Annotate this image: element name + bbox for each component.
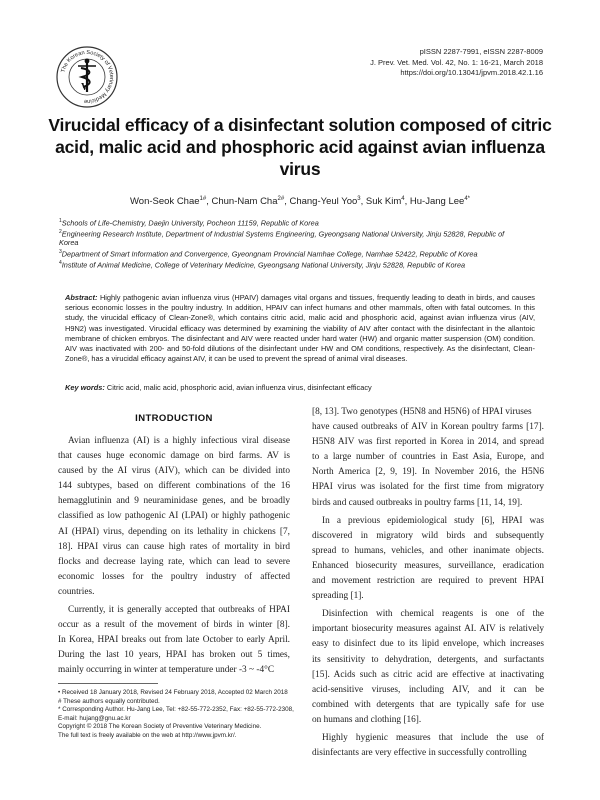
body-text-line: caused by the AI virus (AIV), which can be divided into — [58, 466, 290, 477]
body-text-line: easy to disinfect due to its lipid envelope, which increases — [312, 639, 544, 650]
citation-line: J. Prev. Vet. Med. Vol. 42, No. 1: 16-21, March 2018 — [370, 57, 543, 67]
seal-text: The Korean Society of Veterinary Medicine — [60, 49, 115, 105]
body-text-line: important biosecurity measures against AI. AIV is relatively — [312, 624, 544, 635]
author-superscript: 1# — [199, 196, 207, 202]
body-text-line: spreading [1]. — [312, 591, 364, 602]
footnote-line: The full text is freely available on the web at http://www.jpvm.kr/. — [58, 731, 237, 739]
author-list: Won-Seok Chae$^{1\#}$, Chun-Nam Cha$^{2\#}$, Chang-Yeul Yoo$^3$, Suk Kim$^4$, Hu-Jang Lee$^{4*}$ — [130, 196, 470, 208]
author-name — [130, 196, 206, 207]
affiliation-superscript: 1 — [59, 218, 62, 224]
body-text-line: 144 subtypes, based on different combinations of the 16 — [58, 481, 290, 492]
body-text-line: Currently, it is generally accepted that outbreaks of HPAI — [68, 605, 290, 616]
svg-text:V: V — [81, 82, 89, 93]
body-text-line: have caused outbreaks of AIV in Korean poultry farms [17]. — [312, 422, 544, 433]
body-text-line: North America [2, 9, 19]. In November 2016, the H5N6 — [312, 467, 544, 478]
title-line: acid, malic acid and phosphoric acid against avian influenza — [55, 137, 545, 157]
body-text-line: acid-sensitive viruses, including AIV, and it can be — [312, 684, 544, 695]
footnote-line: • Received 18 January 2018, Revised 24 February 2018, Accepted 02 March 2018 — [58, 689, 288, 696]
footnotes — [58, 689, 298, 741]
author-name — [289, 196, 360, 207]
journal-header — [303, 47, 543, 79]
affiliation-superscript: 2 — [59, 229, 62, 236]
author-superscript: 2# — [277, 196, 285, 202]
affiliation-superscript: 3 — [59, 249, 62, 256]
body-text-line: hemagglutinin and 9 neuraminidase genes, and be broadly — [58, 496, 290, 507]
footnote-line: E-mail: hujang@gnu.ac.kr — [58, 714, 131, 722]
author-superscript: 4 — [401, 196, 405, 202]
author-name — [212, 196, 285, 207]
body-text-line: Avian influenza (AI) is a highly infectious viral disease — [68, 436, 290, 446]
affiliation-text: Schools of Life-Chemistry, Daejin University, Pocheon 11159, Republic of Korea — [61, 218, 319, 228]
author-superscript: 4* — [464, 196, 470, 202]
abstract — [65, 293, 535, 364]
body-text-line: In a previous epidemiological study [6], HPAI was — [322, 515, 544, 526]
doi-link[interactable]: https://doi.org/10.13041/jpvm.2018.42.1.16 — [400, 68, 543, 77]
affiliation-line — [59, 228, 539, 239]
body-text-line: During the last 10 years, HPAI has broken out 5 times, — [58, 650, 290, 661]
author-name — [366, 196, 405, 207]
author-name-text: Chun-Nam Cha — [211, 196, 278, 208]
body-text-line: to a large number of countries in East Asia, Europe, and — [312, 452, 544, 463]
affiliation-text: Department of Smart Information and Convergence, Gyeongnam Provincial Namhae College, Namhae 52422, Republic of Korea — [61, 249, 478, 259]
affiliation-line — [59, 217, 539, 228]
keywords-label: Key words: — [65, 383, 105, 392]
section-heading-introduction: INTRODUCTION — [135, 413, 213, 424]
article-title — [40, 114, 560, 180]
title-line: virus — [279, 159, 321, 179]
body-text-line: Disinfection with chemical reagents is one of the — [322, 609, 544, 620]
body-text-line: mainly occurring in winter at temperature under -3 ~ -4°C — [58, 665, 275, 676]
keywords-text: Citric acid, malic acid, phosphoric acid, avian influenza virus, disinfectant efficacy — [106, 383, 372, 392]
author-superscript: 3 — [357, 196, 361, 202]
body-text-line: discovered in migratory wild birds and subsequently — [312, 530, 544, 541]
body-column-right — [312, 405, 544, 761]
body-text-line: In Korea, HPAI breaks out from late October to early April. — [58, 635, 290, 646]
body-text-line: Enhanced biosecurity measures, surveillance, eradication — [312, 560, 544, 571]
affiliation-text: Institute of Animal Medicine, College of Veterinary Medicine, Gyeongsang National University, Jinju 52828, Republic of Korea — [61, 260, 466, 270]
body-text-line: 18]. HPAI virus can cause high rates of mortality in bird — [58, 541, 290, 552]
body-text-line: HPAI virus was isolated for the first time from migratory — [312, 482, 544, 493]
abstract-text: Highly pathogenic avian influenza virus (HPAIV) damages vital organs and tissues, frequently leading to death in birds, and causes serious economic losses in the poultry industry. In addition, HPAIV can infect humans and other mammals, often with fatal outcomes. In this study, the virucidal efficacy of Clean-Zone®, which contains citric acid, malic acid and phosphoric acid, against avian influenza virus (AIV, H9N2) was investigated. Virucidal efficacy was determined by examining the viability of AIV after contact with the disinfectant in the allantoic membrane of chicken embryos. The disinfectant and AIV were reacted under hard water (HW) and organic matter suspension (OM) condition. AIV was inactivated with 200- and 50-fold dilutions of the disinfectant under HW and OM conditions, respectively. As the disinfectant, Clean-Zone®, has a virucidal efficacy against AIV, it can be used to prevent the spread of animal viral diseases. — [65, 293, 535, 364]
body-text-line: birds and caused outbreaks in poultry farms [11, 14, 19]. — [312, 497, 523, 508]
footnote-divider — [58, 683, 158, 684]
author-name-text: Chang-Yeul Yoo — [289, 196, 358, 208]
body-text-line: classified as low pathogenic AI (LPAI) or highly pathogenic — [58, 511, 290, 522]
affiliation-list — [59, 217, 539, 271]
body-text-line: spread to humans, vehicles, and other inanimate objects. — [312, 545, 544, 556]
author-name-text: Suk Kim — [365, 196, 402, 208]
body-column-left — [58, 434, 290, 679]
body-text-line: AI (HPAI) virus, depending on its lethality in chickens [7, — [58, 526, 290, 537]
issn-line: pISSN 2287-7991, eISSN 2287-8009 — [419, 47, 543, 56]
author-name-text: Hu-Jang Lee — [409, 196, 465, 208]
author-name — [410, 196, 470, 207]
body-text-line: flocks and decrease laying rate, which can lead to severe — [58, 556, 290, 567]
abstract-label: Abstract: — [65, 293, 98, 302]
body-text-line: combined with detergents that are typically safe for use — [312, 699, 544, 710]
affiliation-superscript: 4 — [59, 260, 62, 267]
body-text-line: disinfectants are very effective in successfully controlling — [312, 748, 527, 759]
body-text-line: [8, 13]. Two genotypes (H5N8 and H5N6) of HPAI viruses — [312, 407, 532, 417]
affiliation-text: Korea — [59, 238, 79, 248]
author-name-text: Won-Seok Chae — [130, 196, 200, 208]
affiliation-line — [59, 259, 539, 270]
body-text-line: economic losses for the poultry industry of affected — [58, 571, 290, 582]
footnote-line: * Corresponding Author. Hu-Jang Lee, Tel: +82-55-772-2352, Fax: +82-55-772-2308, — [58, 706, 294, 714]
keywords — [65, 383, 535, 393]
body-text-line: that causes huge economic damage on bird farms. AV is — [58, 451, 290, 462]
footnote-line: Copyright © 2018 The Korean Society of Preventive Veterinary Medicine. — [58, 723, 262, 731]
body-text-line: on humans and clothing [16]. — [312, 714, 422, 725]
body-text-line: [15]. Acids such as citric acid are effective at inactivating — [312, 669, 544, 680]
caduceus-icon — [78, 59, 96, 93]
body-text-line: H5N8 AIV was first reported in Korea in 2014, and spread — [312, 437, 544, 448]
body-text-line: occur as a result of the movement of birds in winter [8]. — [58, 620, 290, 631]
footnote-line: # These authors equally contributed. — [58, 697, 160, 705]
body-text-line: countries. — [58, 586, 95, 597]
affiliation-text: Engineering Research Institute, Department of Industrial Systems Engineering, Gyeongsang National University, Jinju 52828, Republic of — [61, 229, 505, 239]
body-text-line: its sensitivity to dehydration, detergents, and surfactants — [312, 654, 544, 665]
body-text-line: Highly hygienic measures that include the use of — [322, 732, 544, 743]
society-seal-logo — [56, 46, 118, 108]
body-text-line: and movement restriction are required to prevent HPAI — [312, 576, 544, 587]
title-line: Virucidal efficacy of a disinfectant solution composed of citric — [48, 115, 552, 135]
affiliation-line — [59, 248, 539, 259]
affiliation-line — [59, 239, 539, 248]
